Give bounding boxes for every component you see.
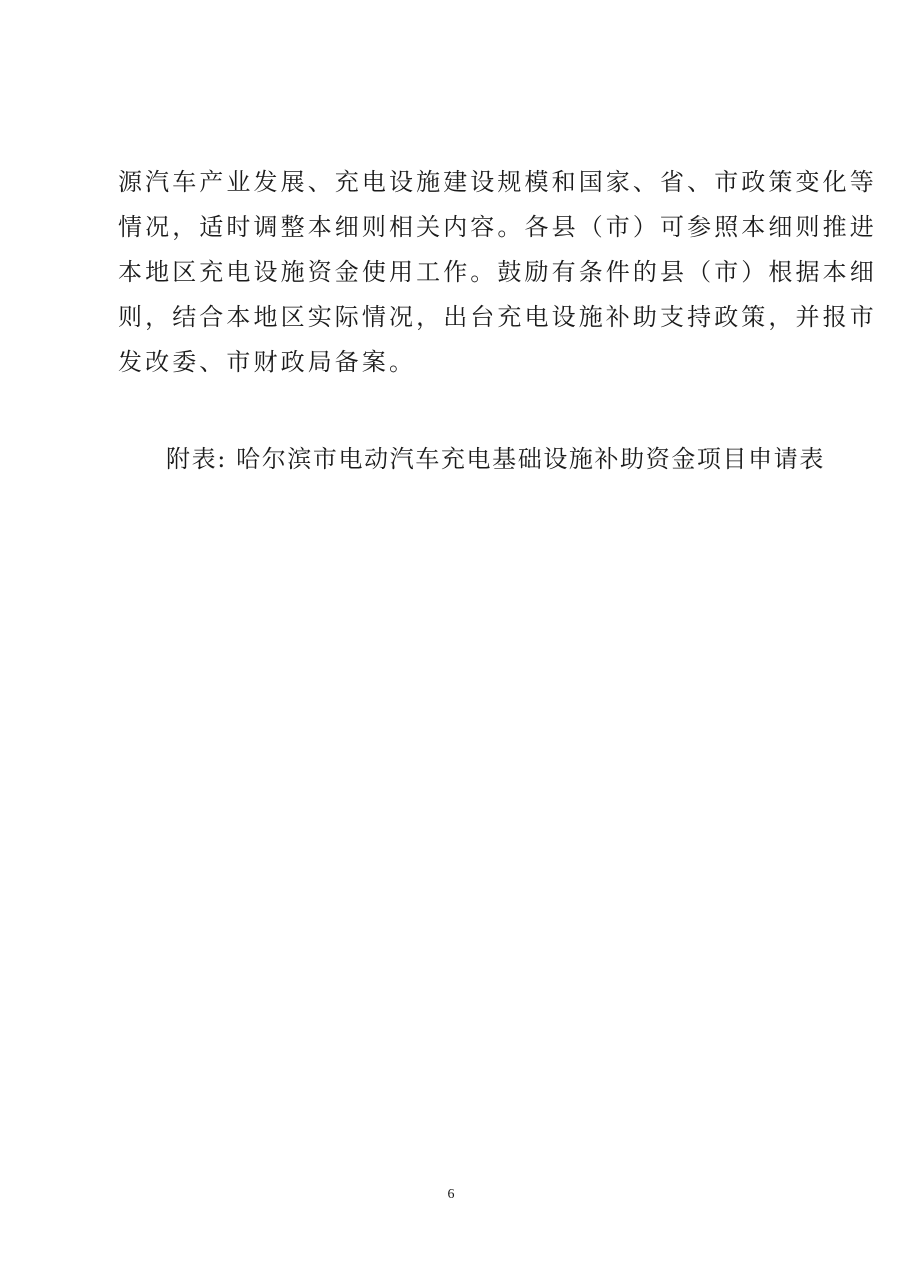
paragraph-line: 则，结合本地区实际情况，出台充电设施补助支持政策，并报市 (118, 303, 877, 331)
page-number: 6 (447, 1187, 455, 1202)
paragraph-line: 情况，适时调整本细则相关内容。各县（市）可参照本细则推进 (118, 213, 877, 241)
paragraph-line: 源汽车产业发展、充电设施建设规模和国家、省、市政策变化等 (118, 168, 877, 196)
paragraph-line: 本地区充电设施资金使用工作。鼓励有条件的县（市）根据本细 (118, 258, 877, 286)
attachment-note: 附表: 哈尔滨市电动汽车充电基础设施补助资金项目申请表 (166, 445, 825, 473)
body-paragraph (118, 160, 877, 385)
paragraph-line: 发改委、市财政局备案。 (118, 348, 417, 376)
